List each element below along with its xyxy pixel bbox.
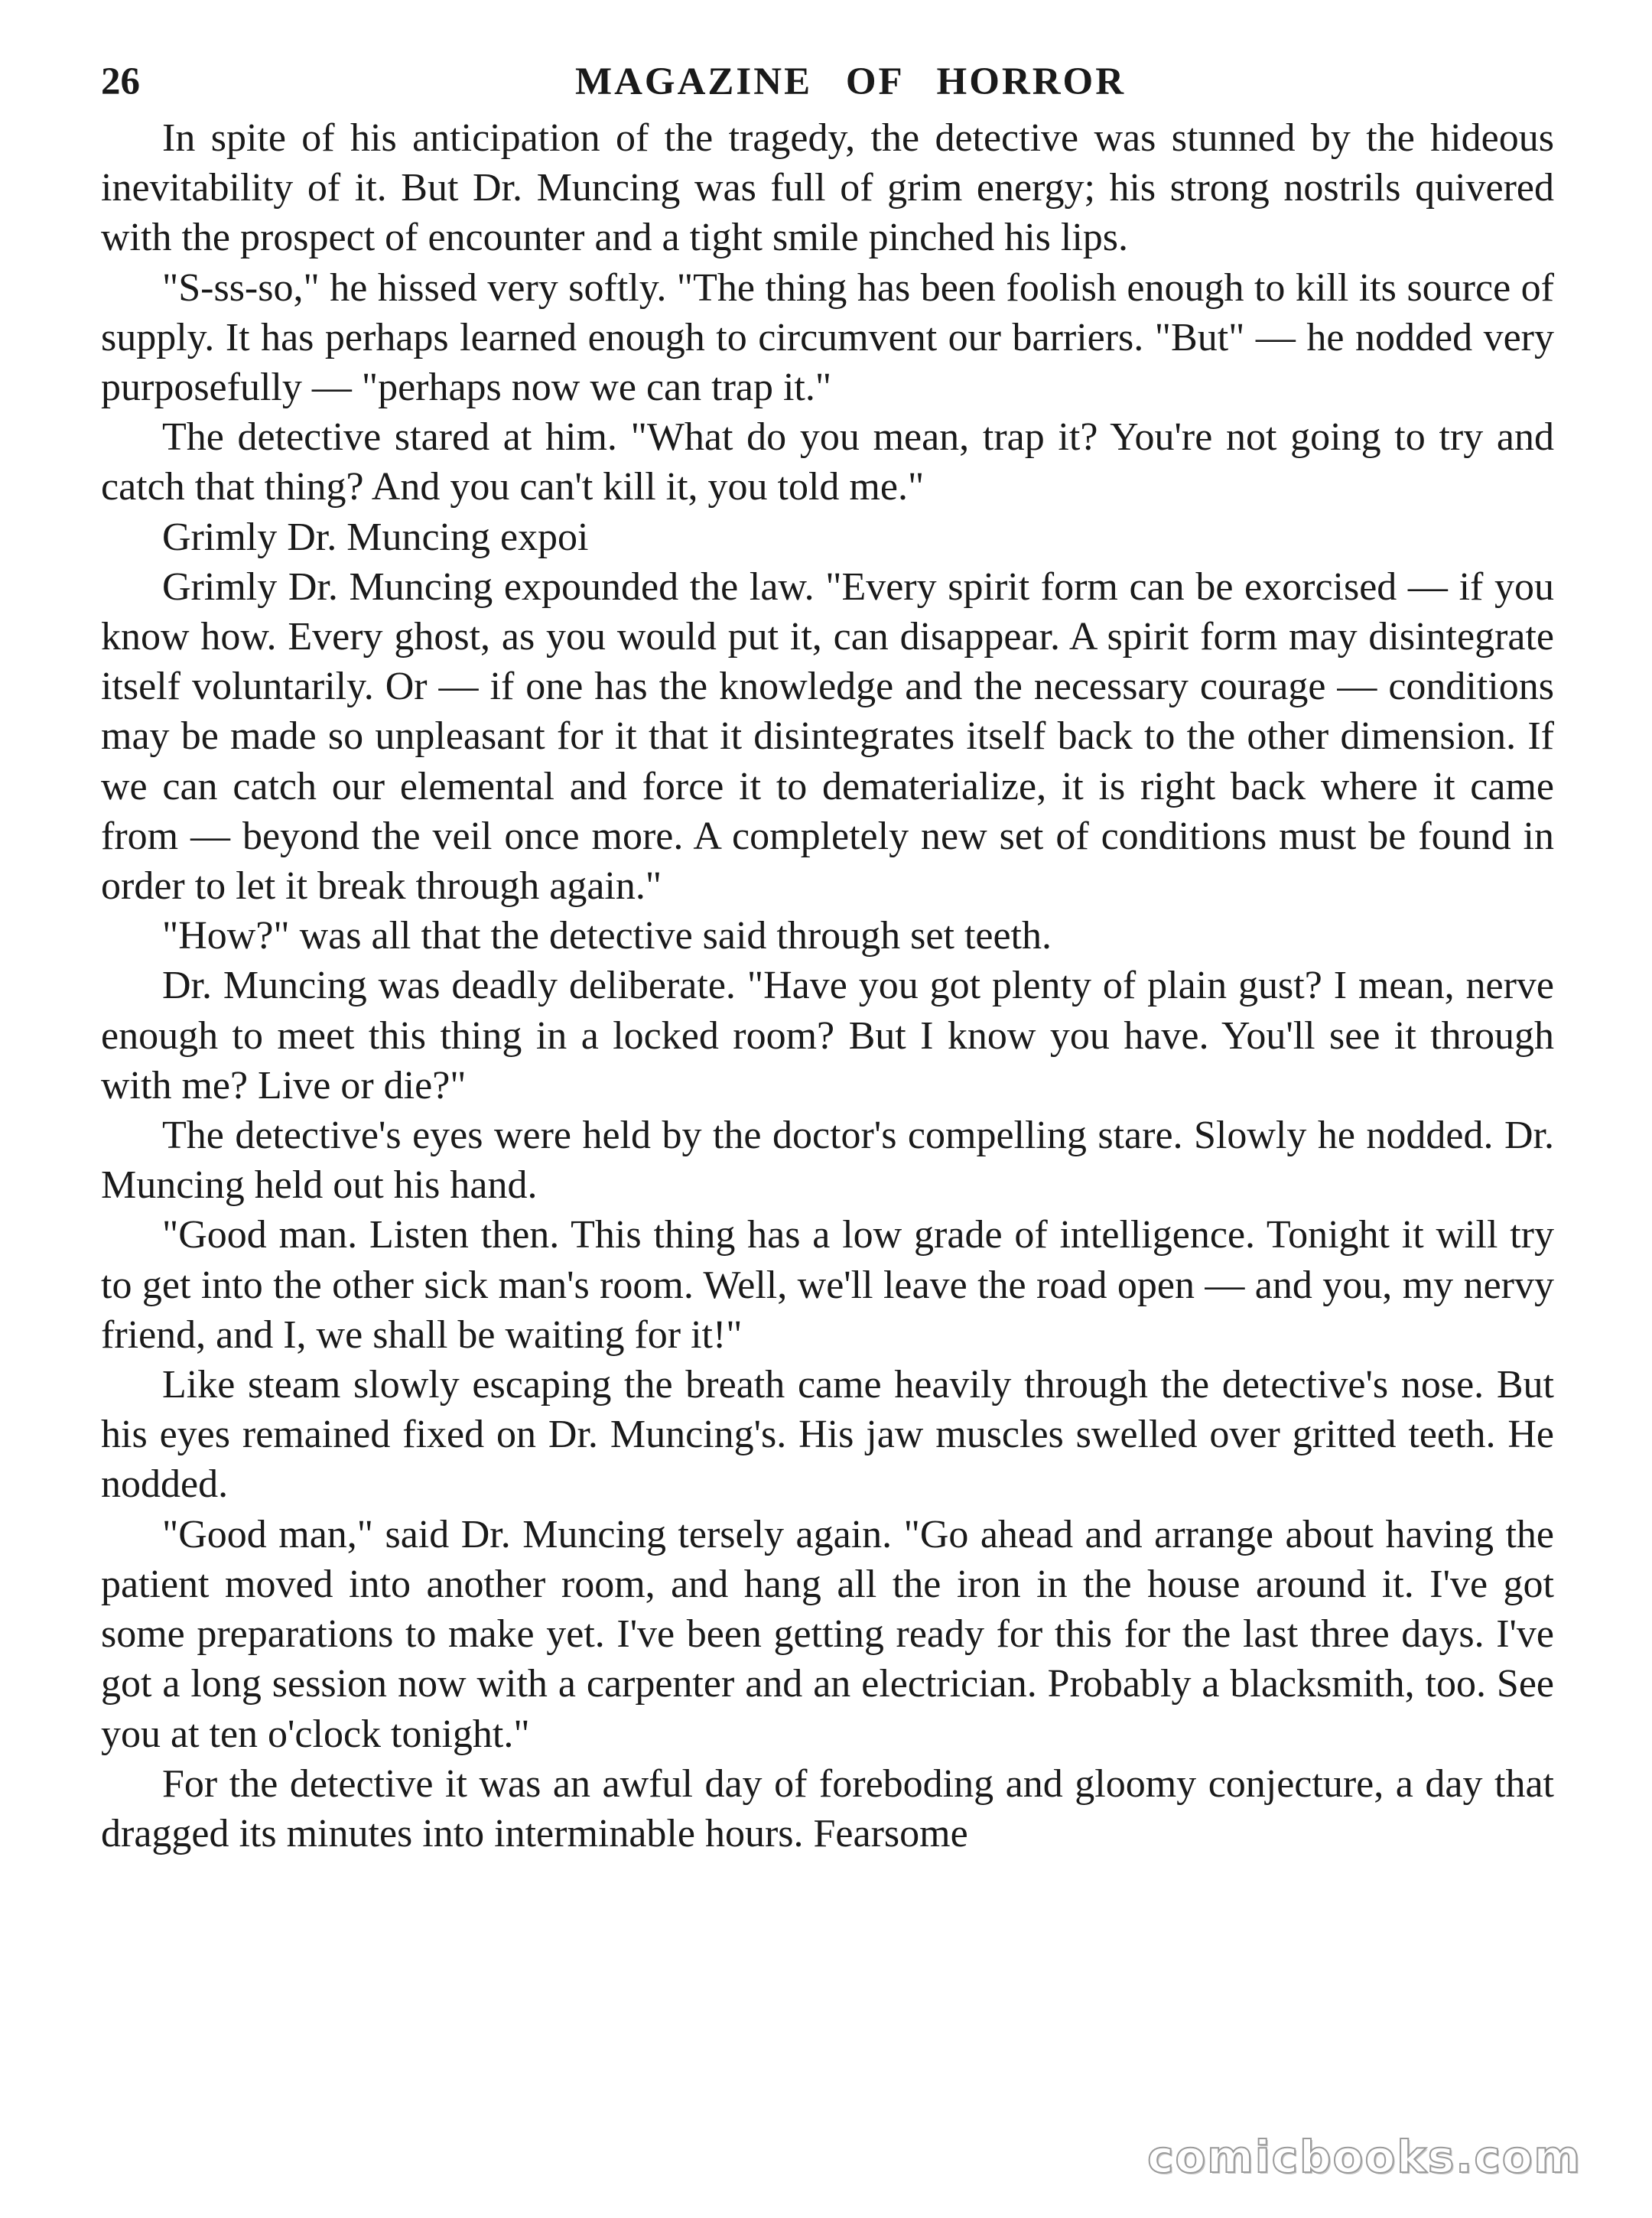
paragraph: Grimly Dr. Muncing expoi (162, 515, 589, 559)
running-title: MAGAZINE OF HORROR (574, 60, 1127, 103)
paragraph: For the detective it was an awful day of foreboding and gloomy conjecture, a day that dragged its minutes into interminable hours. Fearsome (101, 1761, 1554, 1855)
paragraph: "S-ss-so," he hissed very softly. "The thing has been foolish enough to kill its source of supply. It has perhaps learned enough to circumvent our barriers. "But" — he nodded very purposefully — "perhaps now we can trap it." (101, 265, 1554, 410)
magazine-page (101, 55, 1554, 1859)
page-number: 26 (101, 60, 140, 103)
paragraph: The detective stared at him. "What do you mean, trap it? You're not going to try and catch that thing? And you can't kill it, you told me." (101, 415, 1554, 509)
paragraph: Like steam slowly escaping the breath came heavily through the detective's nose. But his eyes remained fixed on Dr. Muncing's. His jaw muscles swelled over gritted teeth. He nodded. (101, 1363, 1554, 1507)
paragraph: Grimly Dr. Muncing expounded the law. "Every spirit form can be exorcised — if you know how. Every ghost, as you would put it, can disappear. A spirit form may disintegrate itself voluntarily. Or — if one has the knowledge and the necessary courage — conditions may be made so unpleasant for it that it disintegrates itself back to the other dimension. If we can catch our elemental and force it to dematerialize, it is right back where it came from — beyond the veil once more. A completely new set of conditions must be found in order to let it break through again." (101, 564, 1554, 909)
paragraph: The detective's eyes were held by the doctor's compelling stare. Slowly he nodded. Dr. Muncing held out his hand. (101, 1114, 1554, 1208)
paragraph: "Good man," said Dr. Muncing tersely again. "Go ahead and arrange about having the patient moved into another room, and hang all the iron in the house around it. I've got some preparations to make yet. I've been getting ready for this for the last three days. I've got a long session now with a carpenter and an electrician. Probably a blacksmith, too. See you at ten o'clock tonight." (101, 1512, 1554, 1756)
paragraph: "Good man. Listen then. This thing has a low grade of intelligence. Tonight it will try to get into the other sick man's room. Well, we'll leave the road open — and you, my nervy friend, and I, we shall be waiting for it!" (101, 1213, 1554, 1357)
watermark: comicbooks.com (1147, 2131, 1582, 2183)
story-text (101, 113, 1554, 1859)
paragraph: "How?" was all that the detective said through set teeth. (162, 914, 1052, 958)
paragraph: In spite of his anticipation of the tragedy, the detective was stunned by the hideous inevitability of it. But Dr. Muncing was full of grim energy; his strong nostrils quivered with the prospect of encounter and a tight smile pinched his lips. (101, 116, 1554, 260)
paragraph: Dr. Muncing was deadly deliberate. "Have you got plenty of plain gust? I mean, nerve enough to meet this thing in a locked room? But I know you have. You'll see it through with me? Live or die?" (101, 964, 1554, 1107)
page-header (101, 55, 1554, 109)
